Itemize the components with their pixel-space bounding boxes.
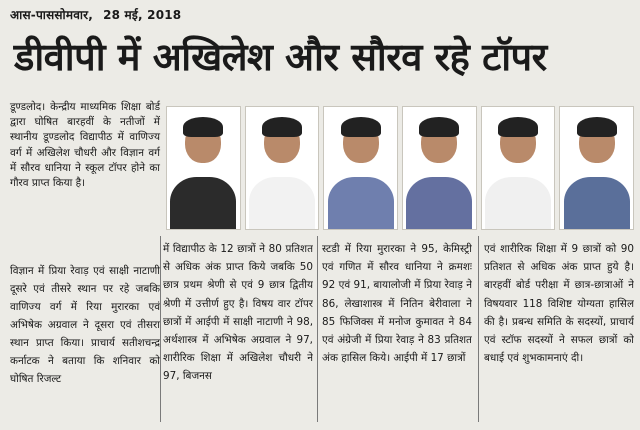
hair bbox=[262, 117, 302, 137]
hair bbox=[577, 117, 617, 137]
student-photos bbox=[166, 106, 634, 234]
date: 28 मई, 2018 bbox=[103, 8, 182, 22]
weekday: सोमवार, bbox=[54, 8, 94, 22]
shirt bbox=[249, 177, 315, 230]
student-photo bbox=[559, 106, 634, 230]
student-photo bbox=[481, 106, 556, 230]
headline: डीवीपी में अखिलेश और सौरव रहे टॉपर bbox=[14, 34, 547, 79]
column-rule bbox=[317, 236, 318, 422]
section-name: आस-पास bbox=[10, 8, 55, 22]
student-photo bbox=[402, 106, 477, 230]
student-photo bbox=[245, 106, 320, 230]
hair bbox=[341, 117, 381, 137]
article-column-2: में विद्यापीठ के 12 छात्रों ने 80 प्रतिशत से अधिक अंक प्राप्त किये जबकि 50 छात्र प्रथम श्रेणी से एवं 9 छात्र द्वितीय श्रेणी में उत्तीर्ण हुए है। विषय वार टॉपर छात्रों में आईपी में साक्षी नाटाणी ने 98, अर्थशास्त्र में अभिषेक अग्रवाल ने 97, शारीरिक शिक्षा में अखिलेश चौधरी ने 97, बिजनस bbox=[163, 243, 313, 383]
shirt bbox=[328, 177, 394, 230]
column-rule bbox=[160, 236, 161, 422]
article-column-1: विज्ञान में प्रिया रेवाड़ एवं साक्षी नाटाणी दूसरे एवं तीसरे स्थान पर रहे जबकि वाणिज्य वर्ग में रिया मुरारका एवं अभिषेक अग्रवाल ने दूसरा एवं तीसरा स्थान प्राप्त किया। प्राचार्य सतीशचन्द्र कर्नाटक ने बताया कि शनिवार को घोषित रिजल्ट bbox=[10, 265, 160, 385]
student-photo bbox=[166, 106, 241, 230]
article-column-4: एवं शारीरिक शिक्षा में 9 छात्रों को 90 प्रतिशत से अधिक अंक प्राप्त हुये है। बारहवीं बोर्ड परीक्षा में छात्र-छात्राओं ने विषयवार 118 विशिष्ट योग्यता हासिल की है। प्रबन्ध समिति के सदस्यों, प्राचार्य एवं स्टॉफ सदस्यों ने सफल छात्रों को बधाई एवं शुभकामनाएं दी। bbox=[484, 243, 634, 365]
shirt bbox=[406, 177, 472, 230]
student-photo bbox=[323, 106, 398, 230]
intro-paragraph: डूण्डलोद। केन्द्रीय माध्यमिक शिक्षा बोर्ड द्वारा घोषित बारहवीं के नतीजों में स्थानीय डूण्डलोद विद्यापीठ में वाणिज्य वर्ग में अखिलेश चौधरी और विज्ञान वर्ग में सौरव धानिया ने स्कूल टॉपर होने का गौरव प्राप्त किया है। bbox=[10, 101, 160, 190]
shirt bbox=[564, 177, 630, 230]
shirt bbox=[170, 177, 236, 230]
hair bbox=[419, 117, 459, 137]
hair bbox=[183, 117, 223, 137]
shirt bbox=[485, 177, 551, 230]
hair bbox=[498, 117, 538, 137]
dateline bbox=[10, 6, 181, 23]
article-column-3: स्टडी में रिया मुरारका ने 95, केमिस्ट्री एवं गणित में सौरव धानिया ने क्रमशः 92 एवं 91, बायालोजी में प्रिया रेवाड़ ने 86, लेखाशास्त्र में नितिन बेरीवाला ने 85 फिजिक्स में मनोज कुमावत ने 84 एवं अंग्रेजी में प्रिया रेवाड़ ने 83 प्रतिशत अंक हासिल किये। आईपी में 17 छात्रों bbox=[322, 243, 472, 365]
column-rule bbox=[478, 236, 479, 422]
